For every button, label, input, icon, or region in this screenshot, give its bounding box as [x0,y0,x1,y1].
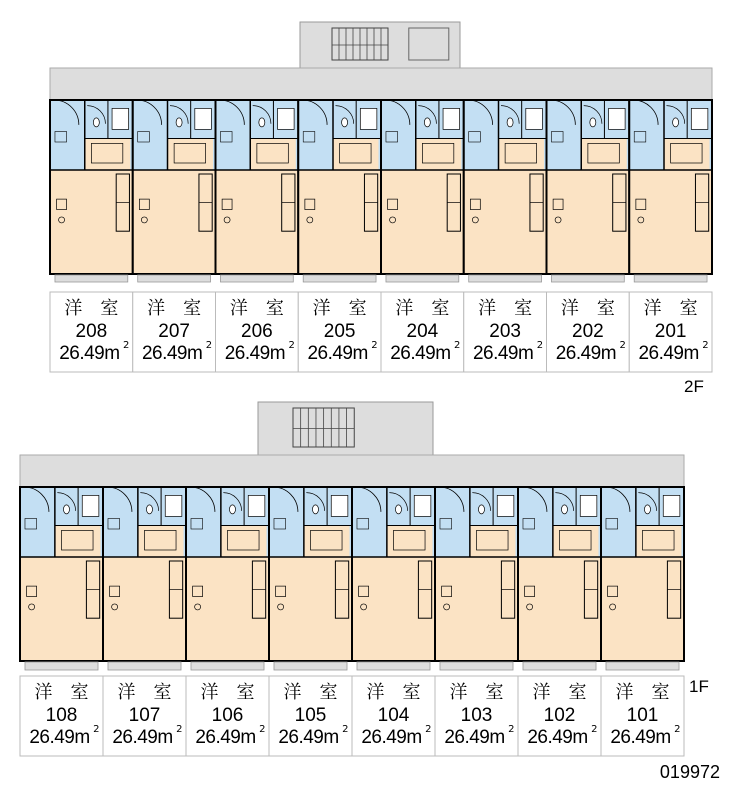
main-room [298,170,381,274]
room-area: 26.49m [141,343,203,364]
room-type-label: 洋 室 [449,682,504,703]
unit-label-cell [20,676,103,756]
bath-fixture [497,495,514,516]
room-number: 108 [45,705,78,726]
unit-label-cell [133,292,216,372]
bath-fixture [248,495,265,516]
unit-plan [518,487,601,670]
corridor [50,68,712,100]
balcony [138,275,211,282]
unit-label-cell [601,676,684,756]
room-area: 26.49m [527,727,588,748]
area-unit-superscript: 2 [702,340,709,351]
room-type-label: 洋 室 [560,298,615,319]
room-number: 105 [294,705,327,726]
main-room [629,170,712,274]
balcony [606,662,679,670]
area-unit-superscript: 2 [176,724,183,735]
unit-plan [601,487,684,670]
unit-label-cell [381,292,464,372]
toilet-fixture [312,505,318,514]
room-area: 26.49m [29,727,90,748]
room-type-label: 洋 室 [117,682,172,703]
unit-label-cell [352,676,435,756]
room-type-label: 洋 室 [615,682,670,703]
unit-label-cell [216,292,299,372]
unit-label-cell [629,292,712,372]
room-area: 26.49m [472,343,534,364]
main-room [352,557,435,661]
room-number: 207 [158,321,190,342]
room-type-label: 洋 室 [200,682,255,703]
room-area: 26.49m [59,343,120,364]
bath-fixture [414,495,431,516]
floor-label-1f: 1F [689,677,709,696]
unit-plan [133,100,216,282]
area-unit-superscript: 2 [288,340,295,351]
room-type-label: 洋 室 [395,298,450,319]
main-room [20,557,103,661]
unit-label-cell [518,676,601,756]
unit-plan [629,100,712,282]
unit-plan [352,487,435,670]
main-room [133,170,216,274]
room-area: 26.49m [278,727,339,748]
area-unit-superscript: 2 [93,724,100,735]
room-type-label: 洋 室 [478,298,533,319]
room-type-label: 洋 室 [532,682,587,703]
room-type-label: 洋 室 [34,682,89,703]
main-room [381,170,464,274]
room-type-label: 洋 室 [64,298,119,319]
balcony [634,275,707,282]
room-type-label: 洋 室 [366,682,421,703]
balcony [108,662,181,670]
floor-label-2f: 2F [684,377,704,396]
unit-label-cell [435,676,518,756]
unit-plan [103,487,186,670]
balcony [274,662,347,670]
room-number: 107 [128,705,161,726]
bath-fixture [331,495,348,516]
floor-2-unit-labels [50,292,712,372]
main-room [518,557,601,661]
toilet-fixture [259,118,265,127]
main-room [186,557,269,661]
unit-plan [216,100,299,282]
room-number: 201 [654,321,687,342]
area-unit-superscript: 2 [371,340,378,351]
bath-fixture [195,108,212,129]
unit-plan [269,487,352,670]
area-unit-superscript: 2 [453,340,461,351]
bath-fixture [278,108,295,129]
bath-fixture [165,495,182,516]
unit-plan [547,100,630,282]
toilet-fixture [176,118,182,127]
unit-plan [50,100,133,282]
toilet-fixture [590,118,596,127]
area-unit-superscript: 2 [205,340,213,351]
room-type-label: 洋 室 [312,298,367,319]
room-area: 26.49m [390,343,451,364]
unit-label-cell [186,676,269,756]
unit-plan [435,487,518,670]
room-type-label: 洋 室 [229,298,284,319]
balcony [551,275,624,282]
bath-fixture [112,108,129,129]
room-number: 102 [543,705,576,726]
room-number: 205 [323,321,356,342]
floor-1-plan [20,402,684,670]
room-area: 26.49m [112,727,173,748]
toilet-fixture [395,505,401,514]
balcony [440,662,513,670]
area-unit-superscript: 2 [122,340,130,351]
corridor [20,455,684,487]
toilet-fixture [342,118,348,127]
balcony [357,662,430,670]
room-number: 106 [211,705,244,726]
toilet-fixture [561,505,567,514]
main-room [547,170,630,274]
area-unit-superscript: 2 [591,724,598,735]
room-area: 26.49m [638,343,699,364]
room-area: 26.49m [224,343,286,364]
balcony [523,662,596,670]
unit-label-cell [103,676,186,756]
main-room [601,557,684,661]
floor-1-unit-labels [20,676,684,756]
bath-fixture [443,108,460,129]
bath-fixture [526,108,543,129]
room-area: 26.49m [555,343,617,364]
bath-fixture [609,108,626,129]
main-room [464,170,547,274]
area-unit-superscript: 2 [674,724,681,735]
toilet-fixture [93,118,99,127]
balcony [386,275,459,282]
room-area: 26.49m [444,727,505,748]
room-number: 103 [460,705,493,726]
bath-fixture [580,495,597,516]
bath-fixture [691,108,708,129]
room-area: 26.49m [361,727,422,748]
unit-label-cell [547,292,630,372]
room-area: 26.49m [195,727,256,748]
balcony [25,662,98,670]
balcony [55,275,128,282]
area-unit-superscript: 2 [536,340,544,351]
unit-label-cell [298,292,381,372]
bath-fixture [82,495,99,516]
bath-fixture [663,495,680,516]
toilet-fixture [644,505,650,514]
balcony [220,275,293,282]
room-number: 101 [626,705,659,726]
unit-plan [381,100,464,282]
unit-plan [20,487,103,670]
room-area: 26.49m [610,727,671,748]
toilet-fixture [478,505,484,514]
floor-2-plan [50,22,712,282]
room-number: 104 [377,705,410,726]
unit-plan [464,100,547,282]
toilet-fixture [507,118,513,127]
area-unit-superscript: 2 [619,340,626,351]
toilet-fixture [63,505,69,514]
balcony [469,275,542,282]
toilet-fixture [673,118,679,127]
room-type-label: 洋 室 [283,682,338,703]
room-number: 208 [75,321,108,342]
toilet-fixture [424,118,430,127]
room-number: 202 [572,321,604,342]
main-room [435,557,518,661]
room-type-label: 洋 室 [643,298,698,319]
toilet-fixture [229,505,235,514]
main-room [50,170,133,274]
room-number: 204 [406,321,439,342]
area-unit-superscript: 2 [342,724,349,735]
main-room [216,170,299,274]
area-unit-superscript: 2 [259,724,266,735]
unit-label-cell [50,292,133,372]
toilet-fixture [146,505,152,514]
main-room [103,557,186,661]
unit-plan [298,100,381,282]
unit-label-cell [269,676,352,756]
balcony [303,275,376,282]
room-type-label: 洋 室 [147,298,202,319]
room-area: 26.49m [307,343,368,364]
bath-fixture [360,108,377,129]
unit-plan [186,487,269,670]
main-room [269,557,352,661]
area-unit-superscript: 2 [508,724,515,735]
room-number: 206 [241,321,273,342]
balcony [191,662,264,670]
unit-label-cell [464,292,547,372]
property-code: 019972 [659,762,720,782]
area-unit-superscript: 2 [425,724,432,735]
room-number: 203 [489,321,521,342]
